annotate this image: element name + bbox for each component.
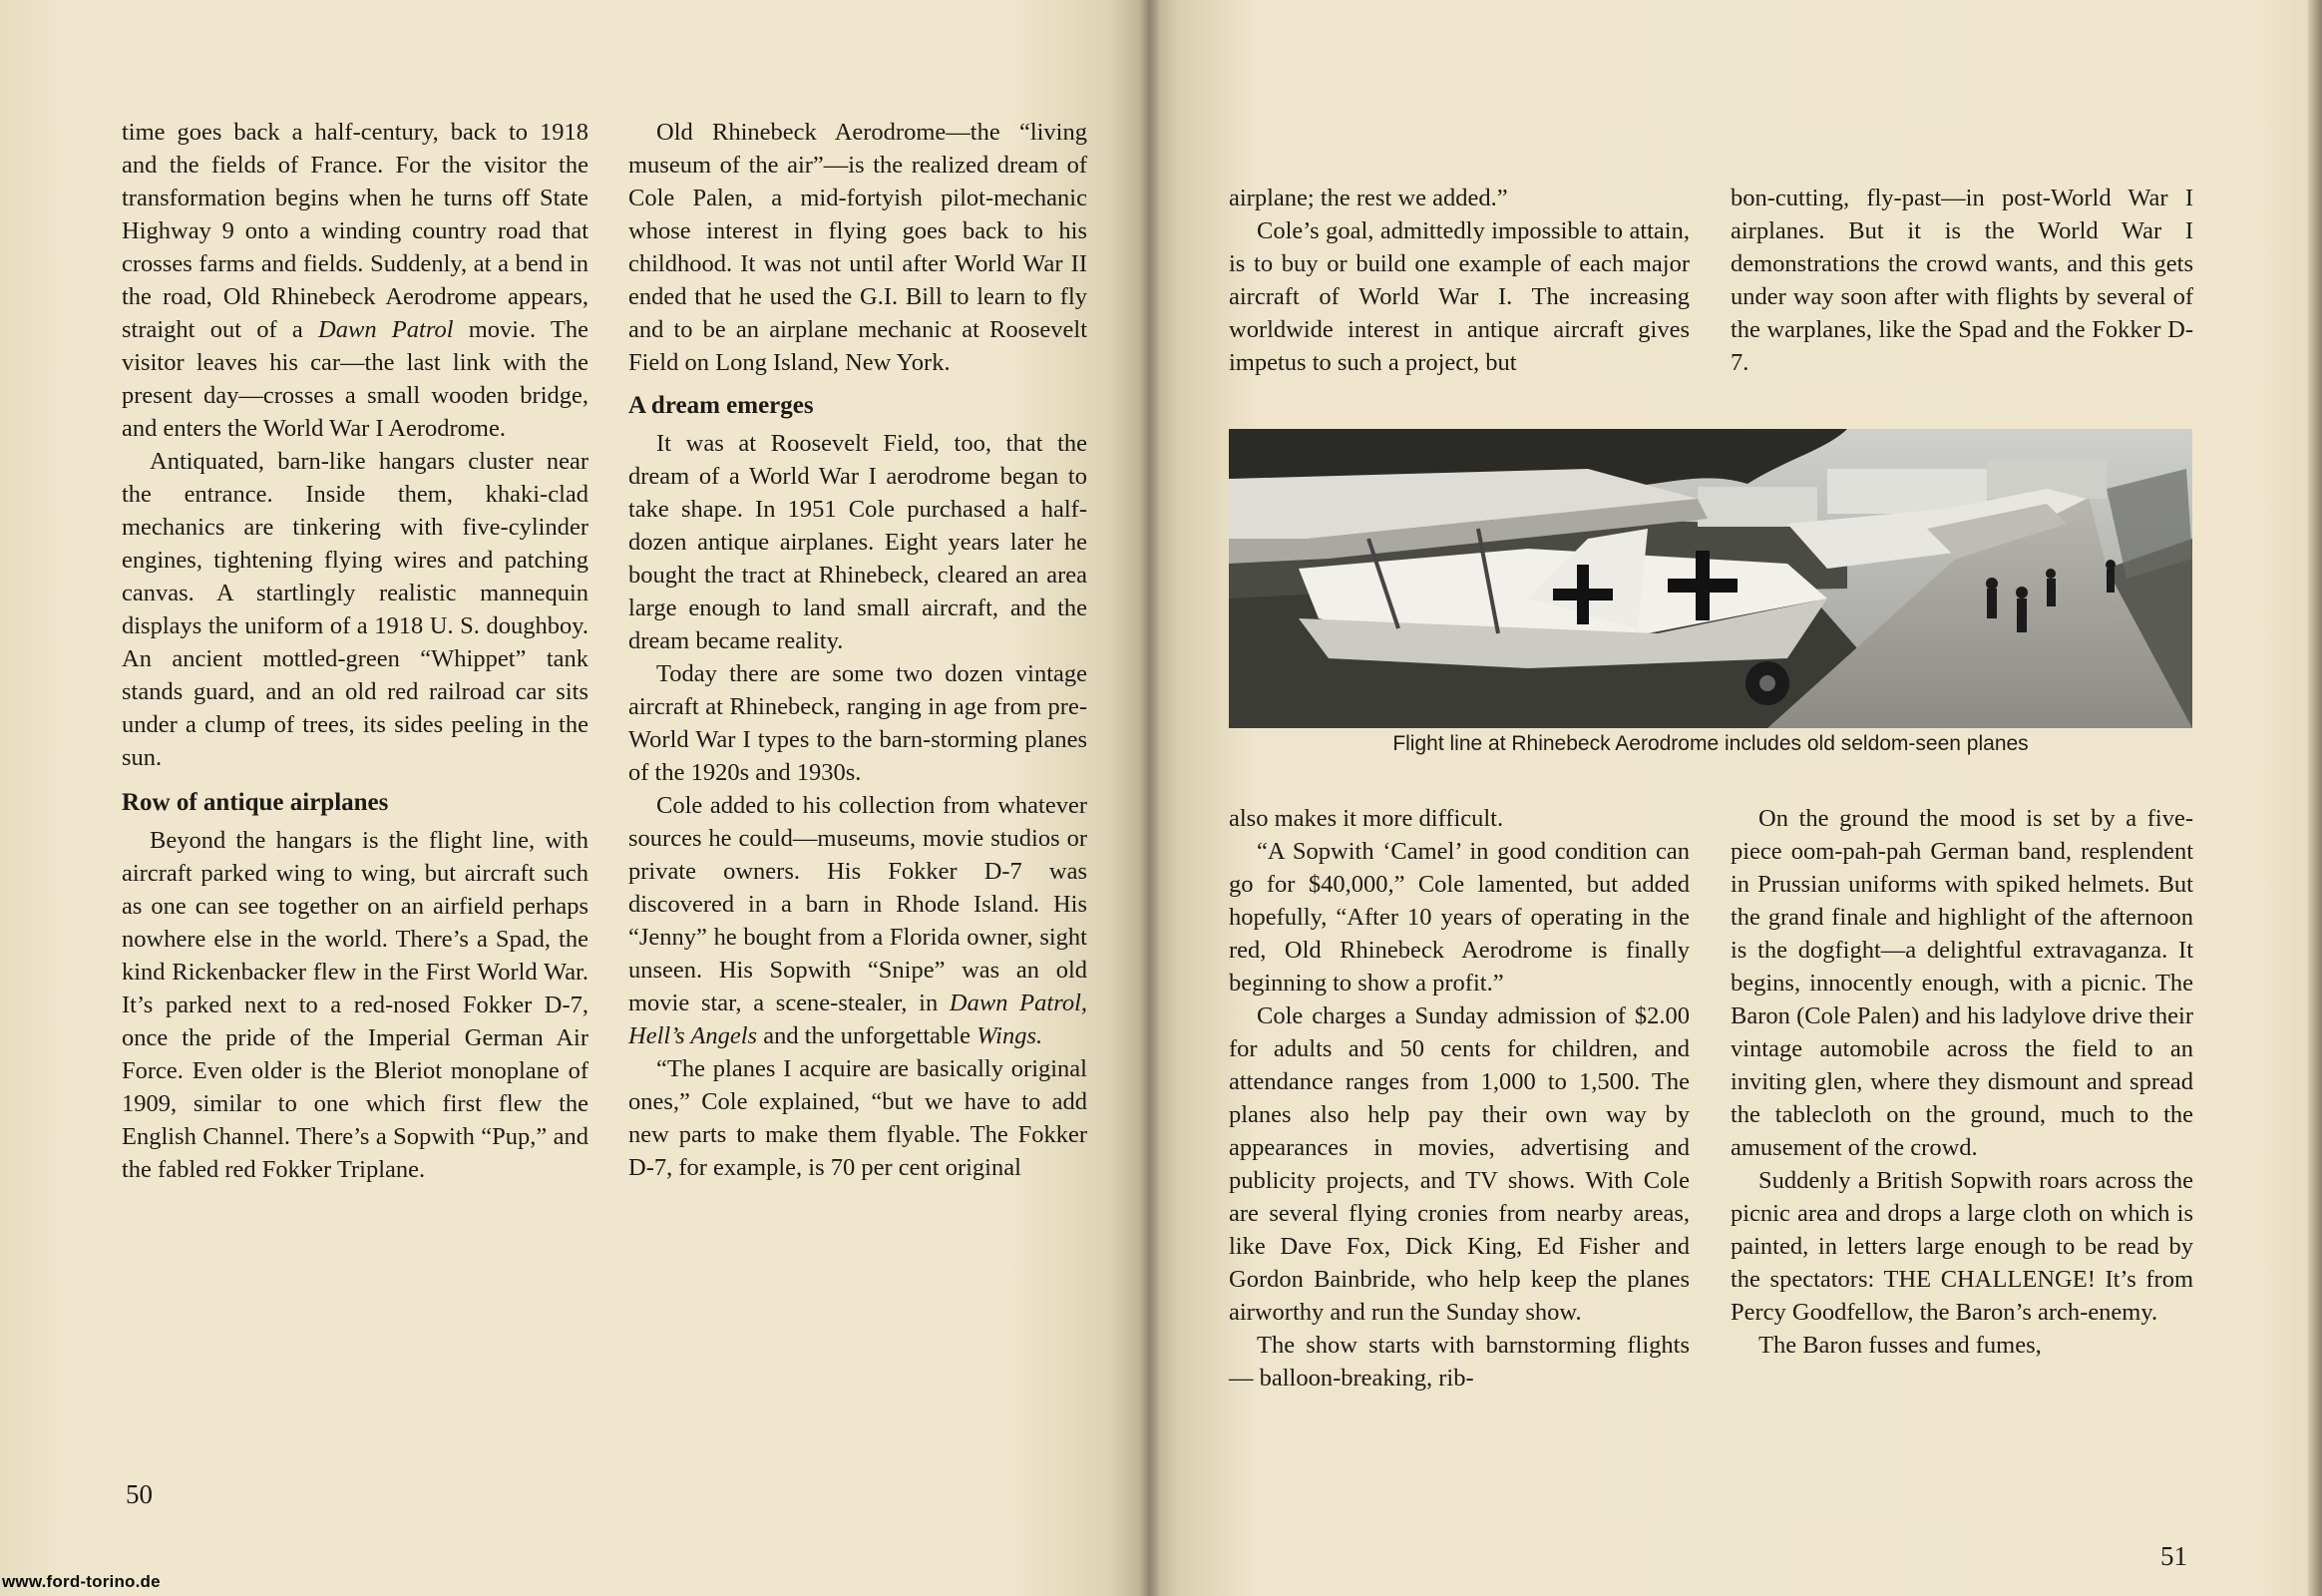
flight-line-photo [1229, 429, 2192, 728]
paragraph: bon-cutting, fly-past—in post-World War I airplanes. But it is the World War I demonstrations the crowd wants, and this gets under way soon after with flights by several of the warplanes, like the Spad and the Fokker D-7. [1731, 185, 2193, 376]
photo-illustration [1229, 429, 2192, 728]
paragraph: It was at Roosevelt Field, too, that the dream of a World War I aerodrome began to take shape. In 1951 Cole purchased a half-dozen antique airplanes. Eight years later he bought the tract at Rhinebeck, cleared an area large enough to land small aircraft, and the dream became reality. [628, 430, 1087, 654]
book-gutter [1137, 0, 1159, 1596]
paragraph: The show starts with barnstorming flights — balloon-breaking, rib- [1229, 1332, 1690, 1392]
photo-caption: Flight line at Rhinebeck Aerodrome includes old seldom-seen planes [1392, 732, 2029, 755]
paragraph: The Baron fusses and fumes, [1758, 1332, 2042, 1359]
paragraph: “A Sopwith ‘Camel’ in good condition can go for $40,000,” Cole lamented, but added hopefully, “After 10 years of operating in the red, Old Rhinebeck Aerodrome is finally beginning to show a profit.” [1229, 838, 1690, 997]
section-heading: Row of antique airplanes [122, 789, 389, 816]
left-column-2 [628, 116, 1087, 1184]
right-column-2-top [1731, 182, 2193, 379]
left-column-1 [122, 116, 588, 1186]
paragraph: Beyond the hangars is the flight line, with aircraft parked wing to wing, but aircraft such as one can see together on an airfield perhaps nowhere else in the world. There’s a Spad, the kind Rickenbacker flew in the First World War. It’s parked next to a red-nosed Fokker D-7, once the pride of the Imperial German Air Force. Even older is the Bleriot monoplane of 1909, similar to one which first flew the English Channel. There’s a Sopwith “Pup,” and the fabled red Fokker Triplane. [122, 827, 588, 1183]
paragraph [628, 789, 1087, 1052]
paragraph: also makes it more difficult. [1229, 805, 1504, 832]
italic-title: Dawn Patrol, Hell’s Angels [628, 990, 1088, 1049]
italic-title: Dawn Patrol [318, 316, 454, 343]
text-run: and the unforgettable [757, 1022, 977, 1049]
page-number-right: 51 [2160, 1541, 2187, 1571]
paragraph: Old Rhinebeck Aerodrome—the “living museum of the air”—is the realized dream of Cole Palen, a mid-fortyish pilot-mechanic whose interest in flying goes back to his childhood. It was not until after World War II ended that he used the G.I. Bill to learn to fly and to be an airplane mechanic at Roosevelt Field on Long Island, New York. [628, 119, 1087, 376]
page-number-left: 50 [126, 1479, 153, 1509]
text-run: movie. The visitor leaves his car—the last link with the present day—crosses a small wooden bridge, and enters the World War I Aerodrome. [122, 316, 588, 442]
paragraph: Suddenly a British Sopwith roars across the picnic area and drops a large cloth on which is painted, in letters large enough to be read by the spectators: THE CHALLENGE! It’s from Percy Goodfellow, the Baron’s arch-enemy. [1731, 1167, 2193, 1326]
paragraph: On the ground the mood is set by a five-piece oom-pah-pah German band, resplendent in Prussian uniforms with spiked helmets. But the grand finale and highlight of the afternoon is the dogfight—a delightful extravaganza. It begins, innocently enough, with a picnic. The Baron (Cole Palen) and his ladylove drive their vintage automobile across the field to an inviting glen, where they dismount and spread the tablecloth on the ground, much to the amusement of the crowd. [1731, 805, 2193, 1161]
paragraph [122, 116, 588, 445]
right-column-2-bottom [1731, 802, 2193, 1362]
right-column-1-top [1229, 182, 1690, 379]
paragraph: Today there are some two dozen vintage aircraft at Rhinebeck, ranging in age from pre-World War I types to the barn-storming planes of the 1920s and 1930s. [628, 660, 1087, 786]
paragraph: Cole charges a Sunday admission of $2.00 for adults and 50 cents for children, and attendance ranges from 1,000 to 1,500. The planes also help pay their own way by appearances in movies, advertising and publicity projects, and TV shows. With Cole are several flying cronies from nearby areas, like Dave Fox, Dick King, Ed Fisher and Gordon Bainbride, who help keep the planes airworthy and run the Sunday show. [1229, 1002, 1690, 1326]
section-heading: A dream emerges [628, 392, 814, 419]
source-watermark: www.ford-torino.de [2, 1572, 161, 1591]
page-edge [2308, 0, 2322, 1596]
text-run: time goes back a half-century, back to 1918 and the fields of France. For the visitor the transformation begins when he turns off State Highway 9 onto a winding country road that crosses farms and fields. Suddenly, at a bend in the road, Old Rhinebeck Aerodrome appears, straight out of a [122, 119, 588, 343]
text-run: Cole added to his collection from whatever sources he could—museums, movie studios or private owners. His Fokker D-7 was discovered in a barn in Rhode Island. His “Jenny” he bought from a Florida owner, sight unseen. His Sopwith “Snipe” was an old movie star, a scene-stealer, in [628, 792, 1087, 1016]
right-column-1-bottom [1229, 802, 1690, 1395]
paragraph: Cole’s goal, admittedly impossible to attain, is to buy or build one example of each major aircraft of World War I. The increasing worldwide interest in antique aircraft gives impetus to such a project, but [1229, 217, 1690, 376]
italic-title: Wings. [976, 1022, 1043, 1049]
paragraph: “The planes I acquire are basically original ones,” Cole explained, “but we have to add new parts to make them flyable. The Fokker D-7, for example, is 70 per cent original [628, 1055, 1087, 1181]
paragraph: airplane; the rest we added.” [1229, 185, 1508, 211]
paragraph: Antiquated, barn-like hangars cluster near the entrance. Inside them, khaki-clad mechanics are tinkering with five-cylinder engines, tightening flying wires and patching canvas. A startlingly realistic mannequin displays the uniform of a 1918 U. S. doughboy. An ancient mottled-green “Whippet” tank stands guard, and an old red railroad car sits under a clump of trees, its sides peeling in the sun. [122, 448, 588, 771]
